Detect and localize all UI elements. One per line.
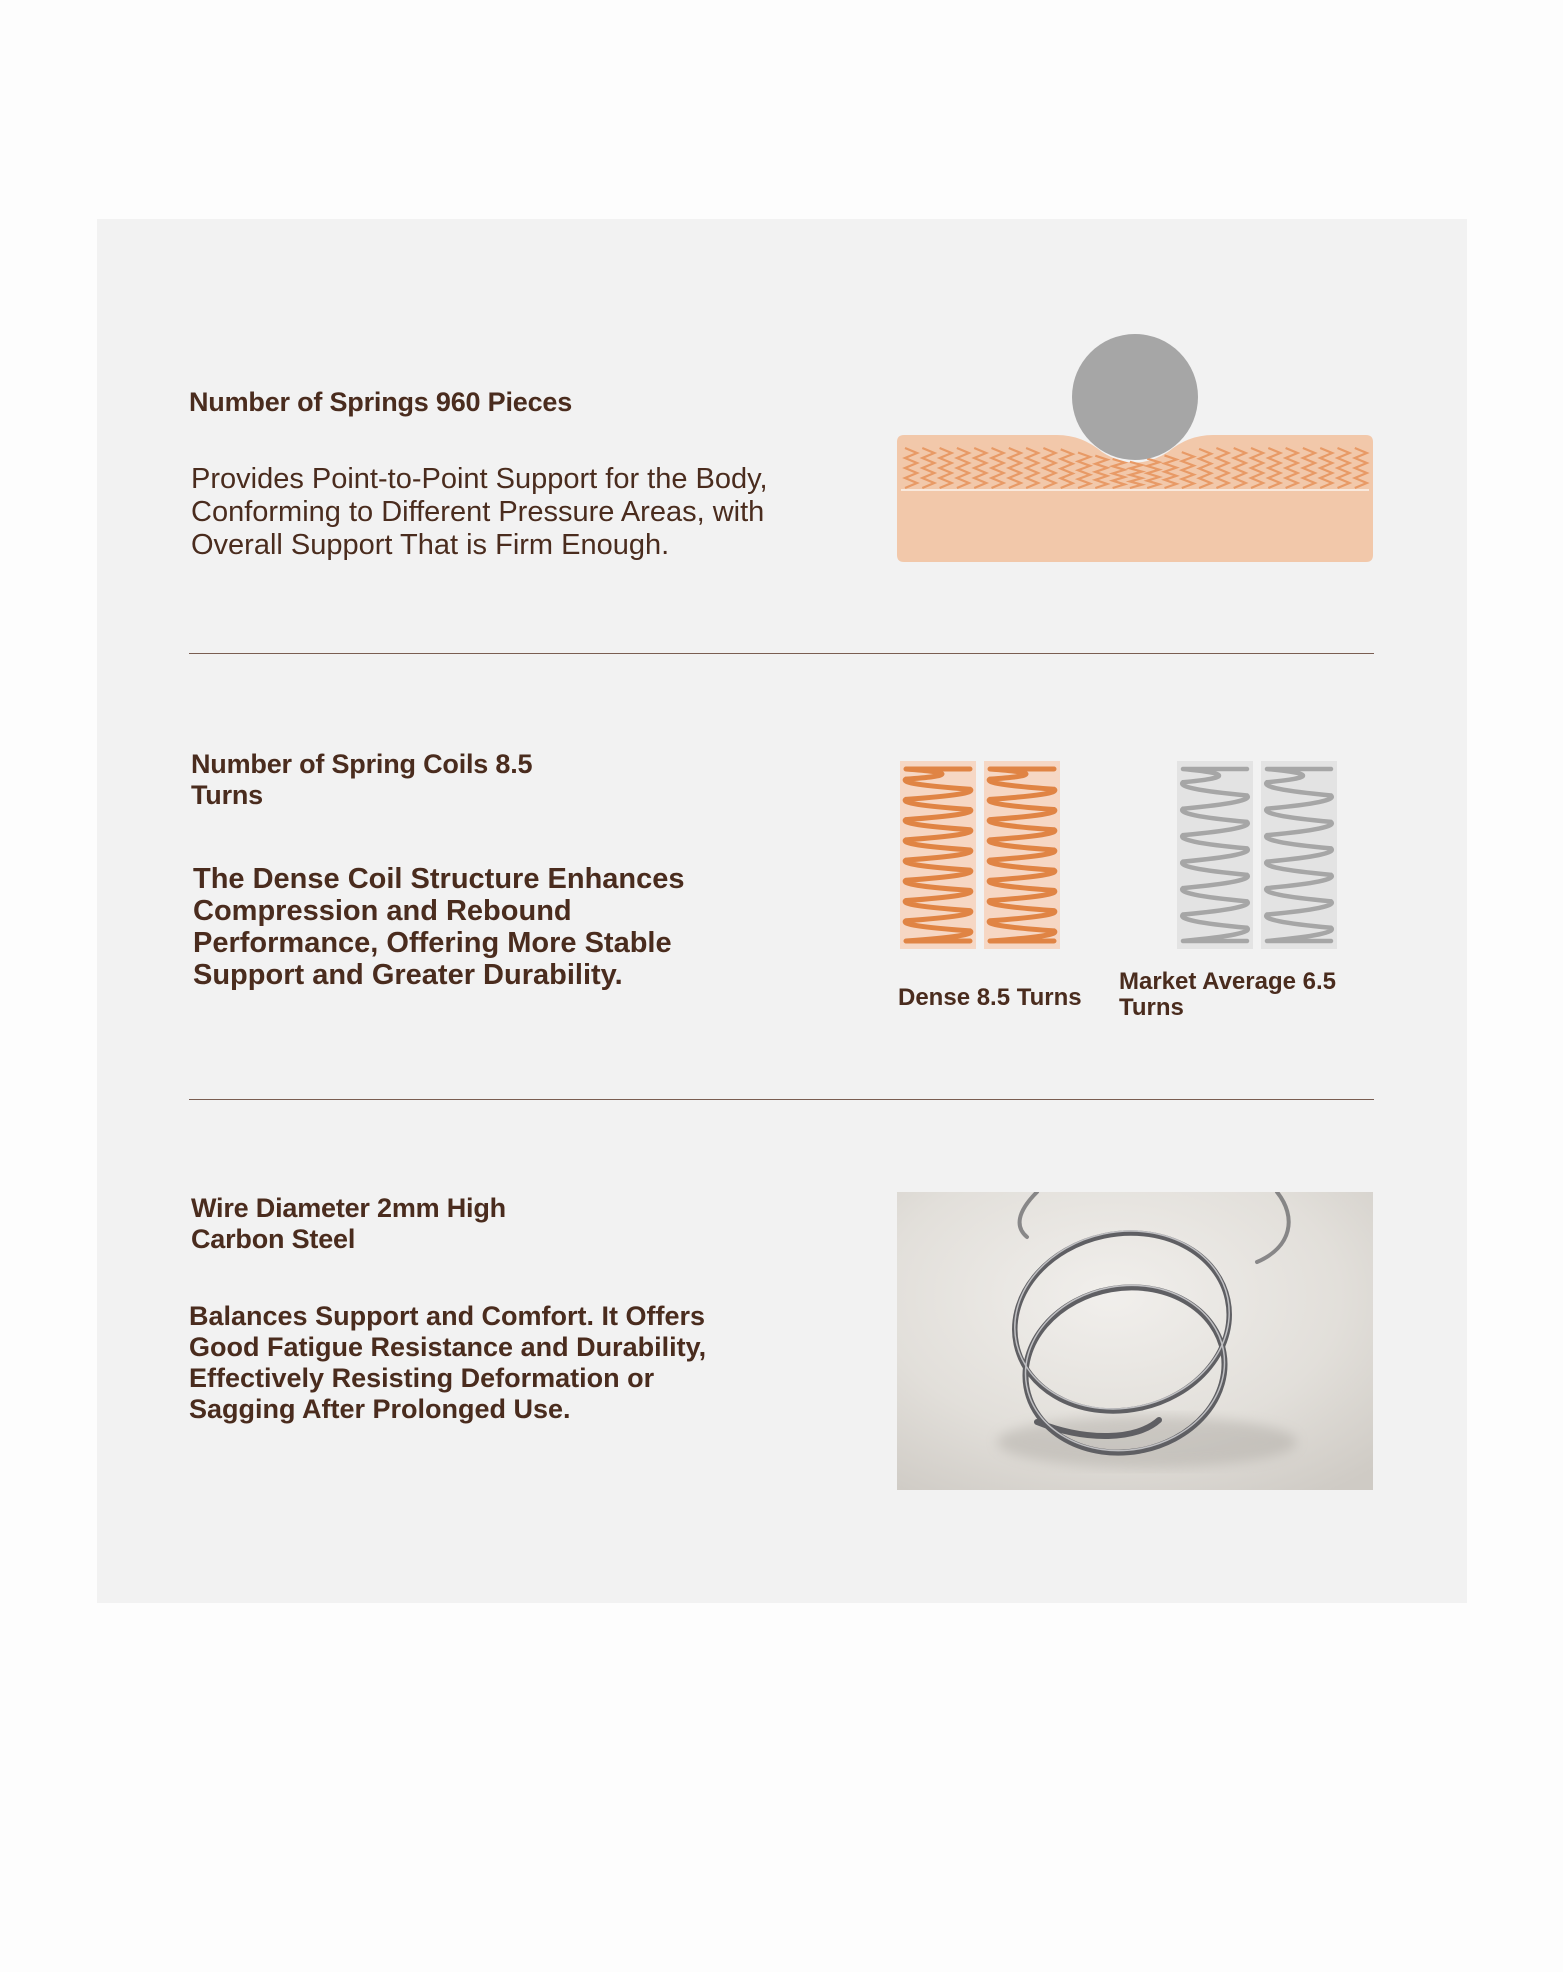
feature-panel <box>97 219 1467 1603</box>
section-divider <box>189 1099 1374 1100</box>
pressure-ball-icon <box>1072 334 1198 460</box>
dense-coil-caption: Dense 8.5 Turns <box>898 984 1082 1011</box>
average-coil-caption: Market Average 6.5 Turns <box>1119 968 1337 1021</box>
springs-count-title: Number of Springs 960 Pieces <box>189 387 573 417</box>
spring-coils-title: Number of Spring Coils 8.5 Turns <box>191 749 533 810</box>
wire-diameter-description: Balances Support and Comfort. It Offers Good Fatigue Resistance and Durability, Effectively Resisting Deformation or Sagging After Prolonged Use. <box>189 1301 707 1424</box>
dense-coil-illustration <box>900 761 1064 949</box>
mattress-pressure-illustration <box>897 334 1373 564</box>
steel-spring-photo <box>897 1192 1373 1490</box>
wire-diameter-title: Wire Diameter 2mm High Carbon Steel <box>191 1193 506 1254</box>
average-coil-illustration <box>1177 761 1341 949</box>
spring-coils-description: The Dense Coil Structure Enhances Compression and Rebound Performance, Offering More Stable Support and Greater Durability. <box>193 863 685 991</box>
section-divider <box>189 653 1374 654</box>
springs-count-description: Provides Point-to-Point Support for the Body, Conforming to Different Pressure Areas, with Overall Support That is Firm Enough. <box>191 463 768 561</box>
